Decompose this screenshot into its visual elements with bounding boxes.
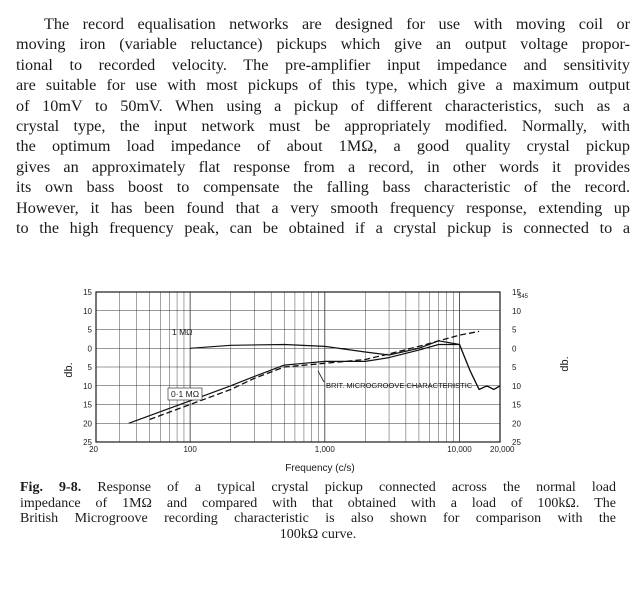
paragraph-line: The record equalisation networks are designed for use with moving coil or [44, 15, 630, 33]
brit-pointer [318, 371, 324, 382]
right-tick-label: 25 [512, 438, 521, 447]
response-chart [0, 280, 640, 480]
x-tick-label: 100 [183, 445, 197, 454]
body-paragraph [16, 14, 630, 238]
right-tick-label: 5 [512, 325, 517, 335]
paragraph-line: of 10mV to 50mV. When using a pickup of different characteristics, such as a [16, 96, 630, 115]
x-tick-label: 1,000 [314, 445, 335, 454]
right-tick-label: 15 [512, 400, 521, 410]
x-tick-labels [89, 445, 515, 454]
right-tick-label: 0 [512, 344, 517, 354]
right-tick-label: 5 [512, 363, 517, 372]
paragraph-line: to the high frequency peak, can be obtained if a crystal pickup is connected to a [16, 219, 630, 238]
paragraph-line: are suitable for use with most pickups of this type, which give a maximum output [16, 76, 630, 95]
paragraph-line: moving iron (variable reluctance) pickups which give an output voltage propor- [16, 35, 630, 54]
paragraph-line: crystal type, the input network must be appropriately modified. Normally, with [16, 117, 630, 136]
left-tick-label: 25 [83, 438, 92, 447]
label-brit: BRIT. MICROGROOVE CHARACTERISTIC [326, 381, 473, 390]
left-tick-label: 15 [83, 288, 92, 297]
right-tick-label: 15 [512, 288, 521, 297]
caption-line: impedance of 1MΩ and compared with that obtained with a load of 100kΩ. The [20, 495, 616, 511]
left-tick-label: 5 [87, 363, 92, 372]
x-tick-label: 20,000 [490, 445, 515, 454]
left-tick-label: 0 [87, 344, 92, 354]
label-01M: 0·1 MΩ [171, 389, 200, 399]
caption-line [20, 480, 616, 496]
caption-fig-number: Fig. 9-8. [20, 480, 82, 495]
right-tick-labels [512, 288, 521, 447]
x-tick-label: 20 [89, 445, 98, 454]
left-tick-label: 10 [83, 381, 92, 391]
right-axis-label: db. [559, 356, 571, 372]
label-1M: 1 MΩ [172, 327, 193, 337]
paragraph-line: tional to recorded velocity. The pre-amplifier input impedance and sensitivity [16, 55, 630, 74]
left-axis-label: db. [63, 362, 75, 378]
left-tick-label: 15 [83, 400, 92, 410]
paragraph-line: the optimum load impedance of about 1MΩ, a good quality crystal pickup [16, 137, 630, 156]
paragraph-line: However, it has been found that a very smooth frequency response, extending up [16, 198, 630, 217]
left-tick-label: 5 [87, 325, 92, 335]
x-axis-label: Frequency (c/s) [285, 463, 355, 474]
x-tick-label: 10,000 [447, 445, 472, 454]
caption-line: 100kΩ curve. [279, 526, 357, 542]
figure-ref-code: 545 [517, 294, 529, 300]
paragraph-line: gives an approximately flat response from a record, in other words it provides [16, 157, 630, 176]
chart-grid [96, 292, 500, 442]
left-tick-label: 20 [83, 419, 92, 429]
paragraph-line: its own bass boost to compensate the falling bass characteristic of the record. [16, 178, 630, 197]
series-layer [129, 331, 500, 423]
caption-line: British Microgroove recording characteristic is also shown for comparison with the [20, 511, 616, 526]
left-tick-label: 10 [83, 306, 92, 316]
left-tick-labels [83, 288, 92, 447]
caption-text: Response of a typical crystal pickup connected across the normal load [97, 480, 617, 495]
right-tick-label: 20 [512, 419, 521, 429]
figure-caption [20, 480, 616, 542]
frequency-response-figure [0, 280, 640, 480]
right-tick-label: 10 [512, 381, 521, 391]
right-tick-label: 10 [512, 306, 521, 316]
